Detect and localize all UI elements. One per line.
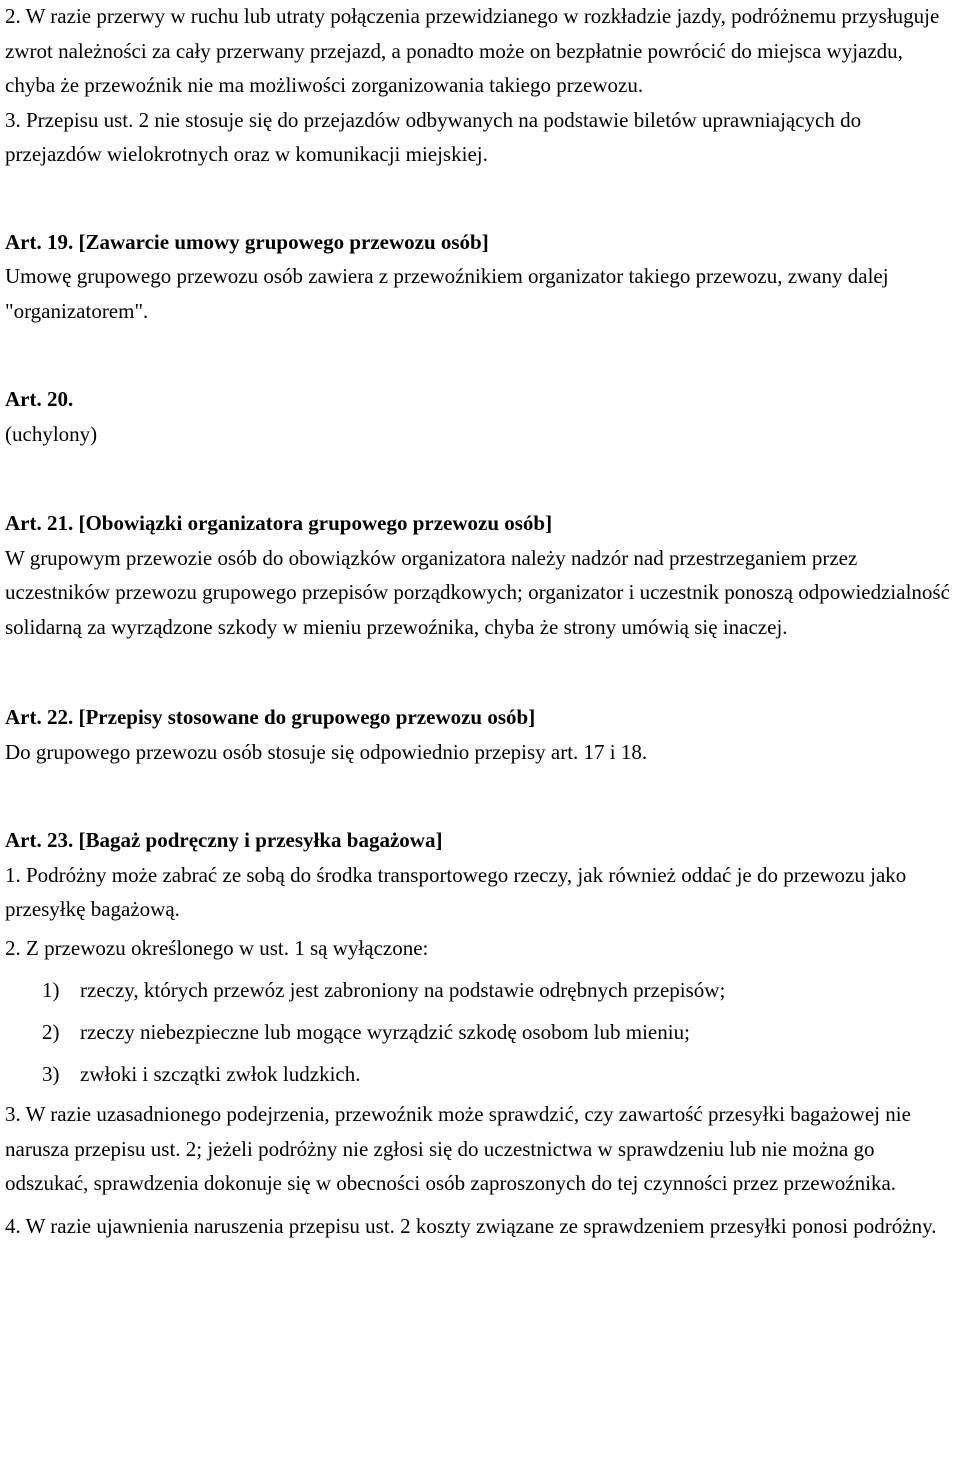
article-23-paragraph-3: 3. W razie uzasadnionego podejrzenia, przewoźnik może sprawdzić, czy zawartość przesyłki bagażowej nie narusza przepisu ust. 2; jeżeli podróżny nie zgłosi się do uczestnictwa w sprawdzeniu lub nie można go odszukać, sprawdzenia dokonuje się w obecności osób zaproszonych do tej czynności przez przewoźnika. [5,1102,911,1195]
list-item-number: 3) [42,1062,60,1086]
article-23-paragraph-2: 2. Z przewozu określonego w ust. 1 są wyłączone: [5,935,429,960]
article-20-heading: Art. 20. [5,387,74,411]
article-23-paragraph-1: 1. Podróżny może zabrać ze sobą do środka transportowego rzeczy, jak również oddać je do przewozu jako przesyłkę bagażową. [5,862,907,921]
list-item-number: 1) [42,978,60,1002]
list-item-number: 2) [42,1020,60,1044]
article-22-heading: Art. 22. [Przepisy stosowane do grupowego przewozu osób] [5,705,536,729]
document-page [5,0,955,1243]
article-19 [5,225,955,329]
article-19-text: Umowę grupowego przewozu osób zawiera z przewoźnikiem organizator takiego przewozu, zwany dalej "organizatorem". [5,264,889,323]
list-item [5,1015,955,1049]
spacer [5,451,955,506]
paragraph-3: 3. Przepisu ust. 2 nie stosuje się do przejazdów odbywanych na podstawie biletów uprawniających do przejazdów wielokrotnych oraz w komunikacji miejskiej. [5,107,862,166]
list-item-text: rzeczy, których przewóz jest zabroniony na podstawie odrębnych przepisów; [80,978,726,1002]
list-item [5,973,955,1007]
article-23-paragraph-4: 4. W razie ujawnienia naruszenia przepisu ust. 2 koszty związane ze sprawdzeniem przesyłki ponosi podróżny. [5,1213,937,1238]
spacer [5,644,955,700]
article-23-heading: Art. 23. [Bagaż podręczny i przesyłka bagażowa] [5,828,443,852]
article-19-heading: Art. 19. [Zawarcie umowy grupowego przewozu osób] [5,229,489,254]
article-22-text: Do grupowego przewozu osób stosuje się odpowiednio przepisy art. 17 i 18. [5,739,648,764]
exclusion-list [5,973,955,1091]
spacer [5,328,955,382]
paragraph-2: 2. W razie przerwy w ruchu lub utraty połączenia przewidzianego w rozkładzie jazdy, podróżnemu przysługuje zwrot należności za cały przerwany przejazd, a ponadto może on bezpłatnie powrócić do miejsca wyjazdu, chyba że przewoźnik nie ma możliwości zorganizowania takiego przewozu. [5,4,940,97]
article-22 [5,700,955,769]
article-20-text: (uchylony) [5,421,98,446]
spacer [5,769,955,823]
spacer [5,172,955,225]
article-21-text: W grupowym przewozie osób do obowiązków organizatora należy nadzór nad przestrzeganiem przez uczestników przewozu grupowego przepisów porządkowych; organizator i uczestnik ponoszą odpowiedzialność solidarną za wyrządzone szkody w mieniu przewoźnika, chyba że strony umówią się inaczej. [5,545,950,639]
article-20 [5,382,955,451]
list-item [5,1057,955,1091]
list-item-text: rzeczy niebezpieczne lub mogące wyrządzić szkodę osobom lub mieniu; [80,1020,690,1044]
list-item-text: zwłoki i szczątki zwłok ludzkich. [80,1062,361,1086]
article-21-heading: Art. 21. [Obowiązki organizatora grupowego przewozu osób] [5,511,553,535]
article-23 [5,823,955,1243]
article-21 [5,506,955,644]
